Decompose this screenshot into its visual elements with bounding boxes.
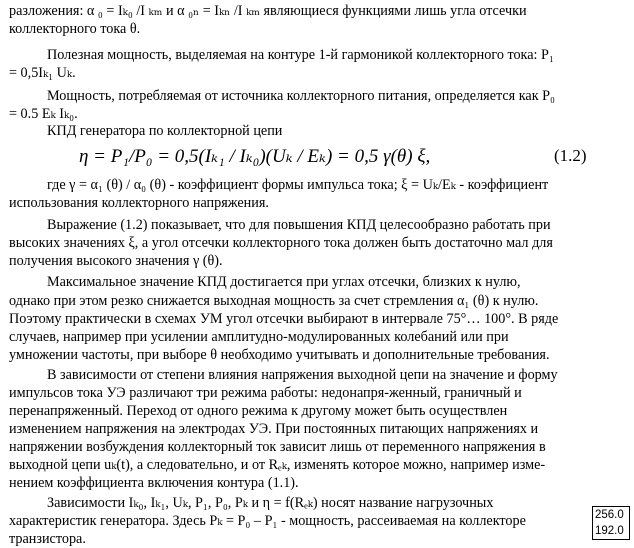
text-line: коллекторного тока θ.: [9, 21, 141, 37]
text-line: Максимальное значение КПД достигается при углах отсечки, близких к нулю,: [47, 274, 521, 290]
text-line: = 0,5Iₖ₁ Uₖ.: [9, 65, 76, 81]
text-line: КПД генератора по коллекторной цепи: [47, 123, 283, 139]
text-line: однако при этом резко снижается выходная мощность за счет стремления α₁ (θ) к нулю.: [9, 293, 539, 309]
text-line: случаев, например при усилении амплитудно-модулированных колебаний или при: [9, 329, 509, 345]
text-line: Зависимости Iₖ₀, Iₖ₁, Uₖ, P₁, P₀, Pₖ и η = f(Rₑₖ) носят название нагрузочных: [47, 495, 494, 511]
text-line: разложения: α ₀ = Iₖ₀ /I ₖₘ и α ₀ₙ = Iₖₙ /I ₖₘ являющиеся функциями лишь угла отсечки: [9, 3, 527, 19]
text-line: импульсов тока УЭ различают три режима работы: недонапря-женный, граничный и: [9, 385, 522, 401]
text-line: получения высокого значения γ (θ).: [9, 253, 223, 269]
text-line: изменением напряжения на электродах УЭ. При постоянных питающих напряжениях и: [9, 421, 539, 437]
text-line: Мощность, потребляемая от источника коллекторного питания, определяется как P₀: [47, 88, 555, 104]
text-line: использования коллекторного напряжения.: [9, 195, 269, 211]
text-line: высоких значениях ξ, а угол отсечки коллекторного тока должен быть достаточно мал для: [9, 235, 553, 251]
formula-kpd: η = P₁/P₀ = 0,5(Iₖ₁ / Iₖ₀)(Uₖ / Eₖ) = 0,5 γ(θ) ξ,: [79, 146, 431, 167]
formula-number: (1.2): [554, 146, 587, 165]
text-line: Выражение (1.2) показывает, что для повышения КПД целесообразно работать при: [47, 217, 551, 233]
text-line: Полезная мощность, выделяемая на контуре 1-й гармоникой коллекторного тока: P₁: [47, 47, 554, 63]
text-line: умножении частоты, при выборе θ необходимо учитывать и дополнительные требования.: [9, 347, 550, 363]
text-line: характеристик генератора. Здесь Pₖ = P₀ – P₁ - мощность, рассеиваемая на коллекторе: [9, 513, 526, 529]
margin-value: 192.0: [592, 523, 630, 540]
text-line: выходной цепи uₖ(t), а следовательно, и от Rₑₖ, изменять которое можно, например изме-: [9, 457, 546, 473]
text-line: нением коэффициента включения контура (1.1).: [9, 475, 299, 491]
text-line: В зависимости от степени влияния напряжения выходной цепи на значение и форму: [47, 367, 558, 383]
text-line: Поэтому практически в схемах УМ угол отсечки выбирают в интервале 75°… 100°. В ряде: [9, 311, 559, 327]
text-line: = 0.5 Eₖ Iₖ₀.: [9, 106, 78, 122]
text-line: где γ = α₁ (θ) / α₀ (θ) - коэффициент формы импульса тока; ξ = Uₖ/Eₖ - коэффициент: [47, 177, 549, 193]
text-line: перенапряженный. Переход от одного режима к другому может быть осуществлен: [9, 403, 508, 419]
text-line: напряжении возбуждения коллекторный ток зависит лишь от переменного напряжения в: [9, 439, 546, 455]
text-line: транзистора.: [9, 531, 86, 547]
margin-value: 256.0: [592, 506, 630, 523]
